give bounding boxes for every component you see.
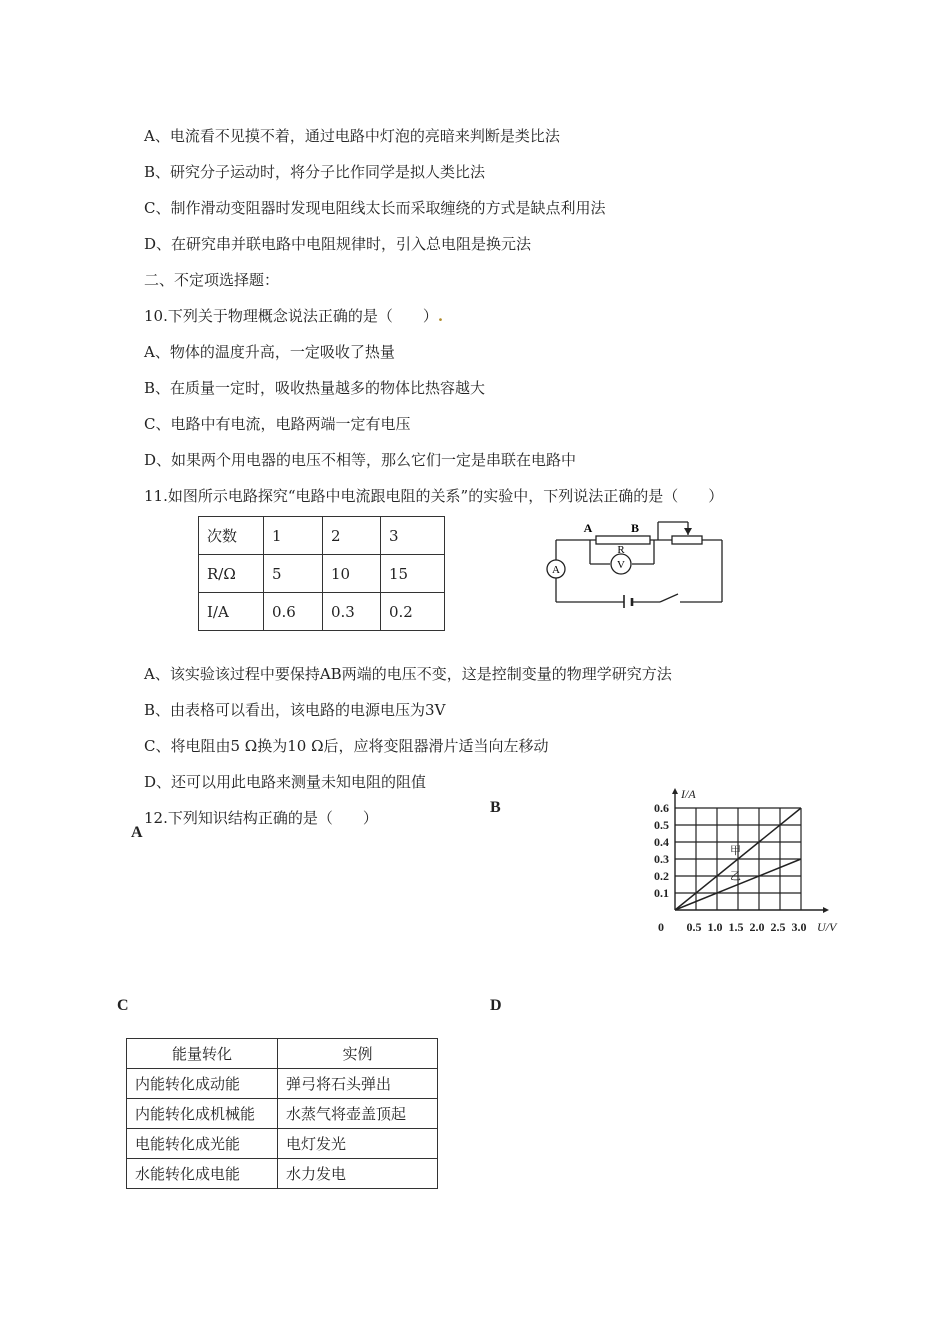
circuit-label-a: A: [583, 521, 593, 535]
q12-stem: 12.下列知识结构正确的是（ ）: [144, 809, 378, 827]
table-cell: 内能转化成动能: [127, 1069, 278, 1099]
table-cell: 水蒸气将壶盖顶起: [278, 1099, 438, 1129]
table-row: [127, 1129, 438, 1159]
origin-label: 0: [658, 920, 664, 934]
table-header: 实例: [278, 1039, 438, 1069]
q11-stem: 11.如图所示电路探究“电路中电流跟电阻的关系”的实验中，下列说法正确的是（ ）: [144, 487, 724, 505]
series-label-1: 乙: [730, 870, 741, 883]
q9-option-d: D、在研究串并联电路中电阻规律时，引入总电阻是换元法: [144, 235, 532, 253]
q11-option-d: D、还可以用此电路来测量未知电阻的阻值: [144, 773, 427, 791]
circuit-diagram: [540, 518, 730, 608]
table-row: [127, 1069, 438, 1099]
y-tick-label: 0.2: [654, 869, 669, 883]
table-cell: 次数: [199, 517, 264, 555]
table-cell: 1: [264, 517, 323, 555]
q10-option-a: A、物体的温度升高，一定吸收了热量: [144, 343, 395, 361]
q10-option-c: C、电路中有电流，电路两端一定有电压: [144, 415, 411, 433]
table-cell: 水力发电: [278, 1159, 438, 1189]
circuit-label-b: B: [630, 521, 640, 535]
x-tick-label: 0.5: [686, 920, 702, 934]
x-axis-label: U/V: [817, 920, 837, 934]
table-row: [199, 593, 445, 631]
q11-option-b: B、由表格可以看出，该电路的电源电压为3V: [144, 701, 446, 719]
series-label-0: 甲: [730, 845, 741, 857]
q10-stem-text: 10.下列关于物理概念说法正确的是（ ）: [144, 307, 438, 325]
q10-option-d: D、如果两个用电器的电压不相等，那么它们一定是串联在电路中: [144, 451, 577, 469]
q11-option-c: C、将电阻由5 Ω换为10 Ω后，应将变阻器滑片适当向左移动: [144, 737, 549, 755]
table-cell: 电灯发光: [278, 1129, 438, 1159]
y-tick-label: 0.4: [654, 835, 669, 849]
table-cell: 0.6: [264, 593, 323, 631]
table-header: 能量转化: [127, 1039, 278, 1069]
y-tick-label: 0.1: [654, 886, 669, 900]
ammeter-label: A: [552, 564, 560, 576]
x-tick-label: 2.5: [770, 920, 786, 934]
q9-option-a: A、电流看不见摸不着，通过电路中灯泡的亮暗来判断是类比法: [144, 127, 560, 145]
slider-arrow-icon: [684, 528, 692, 535]
resistor-label: R: [617, 544, 625, 556]
q11-data-table: [198, 516, 445, 631]
table-cell: 3: [381, 517, 445, 555]
y-tick-label: 0.6: [654, 801, 669, 815]
iu-chart: [640, 785, 850, 935]
table-cell: 10: [323, 555, 381, 593]
energy-table: [126, 1038, 438, 1189]
y-tick-label: 0.3: [654, 852, 669, 866]
table-row: [127, 1039, 438, 1069]
table-cell: 水能转化成电能: [127, 1159, 278, 1189]
table-cell: 0.3: [323, 593, 381, 631]
table-row: [127, 1099, 438, 1129]
q10-dot: .: [437, 307, 444, 325]
q9-option-b: B、研究分子运动时，将分子比作同学是拟人类比法: [144, 163, 486, 181]
table-cell: 电能转化成光能: [127, 1129, 278, 1159]
table-row: [199, 555, 445, 593]
q9-option-c: C、制作滑动变阻器时发现电阻线太长而采取缠绕的方式是缺点利用法: [144, 199, 606, 217]
x-tick-label: 2.0: [749, 920, 765, 934]
voltmeter-label: V: [617, 559, 625, 571]
q11-option-a: A、该实验该过程中要保持AB两端的电压不变，这是控制变量的物理学研究方法: [144, 665, 672, 683]
table-cell: 0.2: [381, 593, 445, 631]
table-cell: 内能转化成机械能: [127, 1099, 278, 1129]
x-axis-arrow-icon: [823, 907, 829, 913]
q12-option-d-tag: D: [490, 997, 502, 1014]
q12-option-c-tag: C: [117, 997, 129, 1014]
y-axis-arrow-icon: [672, 788, 678, 794]
table-row: [127, 1159, 438, 1189]
table-cell: 弹弓将石头弹出: [278, 1069, 438, 1099]
table-cell: 15: [381, 555, 445, 593]
y-tick-label: 0.5: [654, 818, 669, 832]
q12-option-a-tag: A: [131, 824, 143, 841]
x-tick-label: 1.5: [728, 920, 744, 934]
table-cell: I/A: [199, 593, 264, 631]
y-axis-label: I/A: [681, 787, 696, 801]
q10-stem: [144, 306, 443, 326]
table-cell: 5: [264, 555, 323, 593]
x-tick-label: 3.0: [791, 920, 807, 934]
x-tick-label: 1.0: [707, 920, 723, 934]
table-row: [199, 517, 445, 555]
section-title: 二、不定项选择题：: [144, 271, 280, 289]
table-cell: 2: [323, 517, 381, 555]
table-cell: R/Ω: [199, 555, 264, 593]
q10-option-b: B、在质量一定时，吸收热量越多的物体比热容越大: [144, 379, 486, 397]
q12-option-b-tag: B: [490, 799, 501, 816]
